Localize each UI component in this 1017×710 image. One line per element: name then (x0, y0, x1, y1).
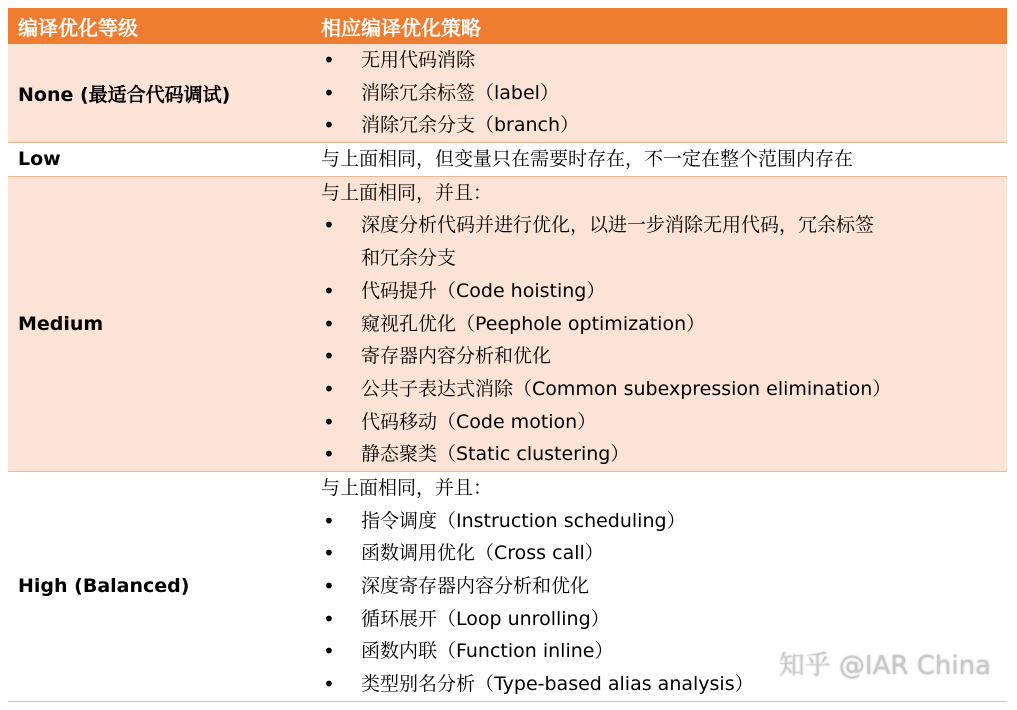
strategy-item: • 循环展开（Loop unrolling） (321, 603, 1007, 636)
strategy-item: • 公共子表达式消除（Common subexpression elimination） (321, 373, 1007, 406)
strategy-item: • 无用代码消除 (321, 44, 1007, 77)
header-strategy: 相应编译优化策略 (321, 15, 481, 40)
strategy-item: • 深度分析代码并进行优化，以进一步消除无用代码，冗余标签 (321, 209, 1007, 242)
level-cell: High (Balanced) (18, 575, 190, 598)
strategy-cell (311, 44, 1007, 142)
table-row (8, 177, 1007, 472)
strategy-item: • 代码提升（Code hoisting） (321, 275, 1007, 308)
strategy-cell (311, 143, 1007, 176)
strategy-item-continued: 和冗余分支 (361, 247, 457, 270)
level-cell: Medium (18, 312, 104, 335)
strategy-item: • 窥视孔优化（Peephole optimization） (321, 308, 1007, 341)
strategy-intro: 与上面相同，但变量只在需要时存在，不一定在整个范围内存在 (321, 148, 854, 171)
table-header (8, 8, 1007, 44)
strategy-item: • 指令调度（Instruction scheduling） (321, 505, 1007, 538)
table-row (8, 143, 1007, 177)
level-cell: None (最适合代码调试) (18, 83, 231, 106)
strategy-item: • 函数调用优化（Cross call） (321, 537, 1007, 570)
strategy-item: • 代码移动（Code motion） (321, 406, 1007, 439)
strategy-intro: 与上面相同，并且： (321, 476, 493, 499)
strategy-cell (311, 177, 1007, 471)
strategy-item: • 消除冗余分支（branch） (321, 109, 1007, 142)
header-level: 编译优化等级 (18, 15, 138, 40)
watermark: 知乎 @IAR China (778, 651, 991, 681)
strategy-intro: 与上面相同，并且： (321, 181, 493, 204)
strategy-item: • 静态聚类（Static clustering） (321, 438, 1007, 471)
strategy-item: • 消除冗余标签（label） (321, 77, 1007, 110)
strategy-item: • 寄存器内容分析和优化 (321, 340, 1007, 373)
level-cell: Low (18, 148, 61, 171)
strategy-item: • 函数内联（Function inline） (321, 635, 1007, 668)
table-row (8, 44, 1007, 143)
optimization-table (8, 8, 1007, 702)
strategy-item: • 深度寄存器内容分析和优化 (321, 570, 1007, 603)
strategy-item: • 类型别名分析（Type-based alias analysis） (321, 668, 1007, 701)
